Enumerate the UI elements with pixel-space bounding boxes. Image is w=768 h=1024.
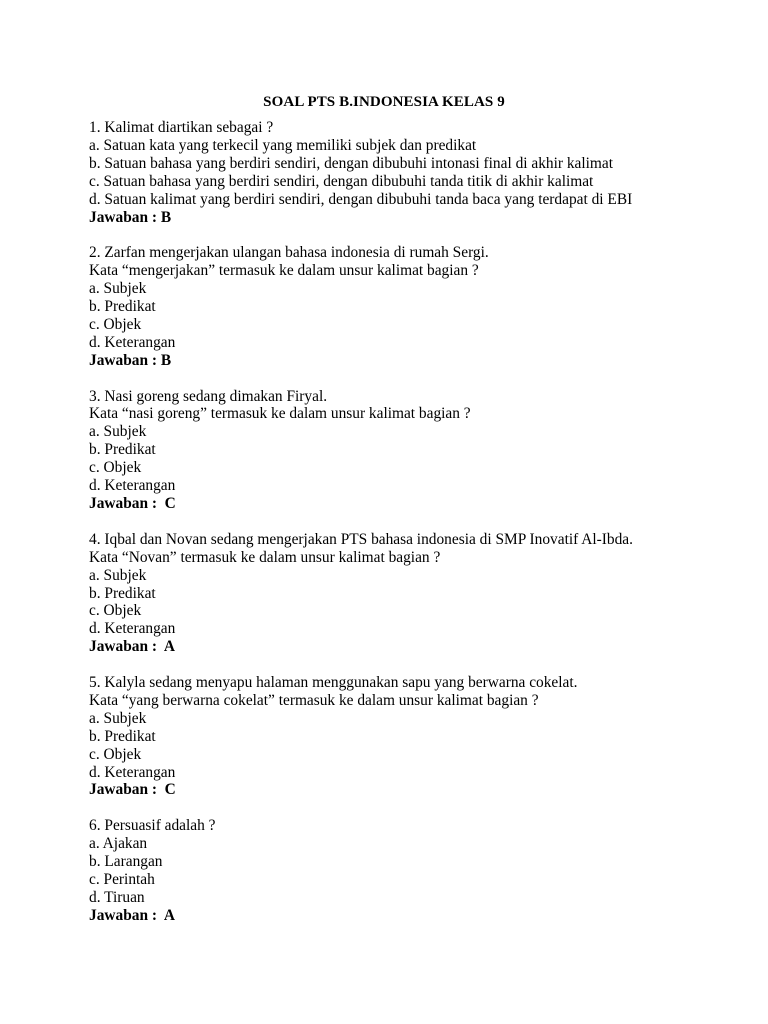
- option-d: d. Tiruan: [89, 888, 145, 906]
- option-b: b. Satuan bahasa yang berdiri sendiri, dengan dibubuhi intonasi final di akhir kalimat: [89, 154, 614, 172]
- option-d: d. Keterangan: [89, 620, 176, 638]
- option-a: a. Subjek: [89, 709, 147, 727]
- answer-key: Jawaban : C: [89, 495, 176, 512]
- document-title: SOAL PTS B.INDONESIA KELAS 9: [263, 94, 505, 110]
- option-c: c. Satuan bahasa yang berdiri sendiri, dengan dibubuhi tanda titik di akhir kalimat: [89, 172, 594, 190]
- question-text: 4. Iqbal dan Novan sedang mengerjakan PTS bahasa indonesia di SMP Inovatif Al-Ibda.: [89, 530, 633, 548]
- option-b: b. Predikat: [89, 441, 156, 459]
- option-c: c. Objek: [89, 745, 142, 763]
- question-1: [89, 119, 749, 226]
- question-text: 1. Kalimat diartikan sebagai ?: [89, 119, 274, 136]
- question-prompt: Kata “nasi goreng” termasuk ke dalam unsur kalimat bagian ?: [89, 405, 471, 423]
- option-d: d. Satuan kalimat yang berdiri sendiri, dengan dibubuhi tanda baca yang terdapat di EBI: [89, 190, 633, 208]
- option-c: c. Objek: [89, 315, 142, 333]
- question-text: 6. Persuasif adalah ?: [89, 817, 216, 835]
- option-c: c. Objek: [89, 602, 142, 620]
- question-text: 5. Kalyla sedang menyapu halaman menggunakan sapu yang berwarna cokelat.: [89, 674, 578, 692]
- option-a: a. Ajakan: [89, 835, 148, 853]
- option-b: b. Larangan: [89, 853, 163, 871]
- question-text: 2. Zarfan mengerjakan ulangan bahasa indonesia di rumah Sergi.: [89, 244, 489, 262]
- option-b: b. Predikat: [89, 298, 156, 316]
- answer-key: Jawaban : C: [89, 781, 176, 799]
- question-3: [89, 388, 749, 513]
- question-prompt: Kata “yang berwarna cokelat” termasuk ke dalam unsur kalimat bagian ?: [89, 691, 539, 709]
- option-b: b. Predikat: [89, 727, 156, 745]
- question-list: [89, 119, 749, 943]
- question-4: [89, 531, 749, 656]
- option-b: b. Predikat: [89, 584, 156, 602]
- option-d: d. Keterangan: [89, 763, 176, 781]
- option-c: c. Objek: [89, 459, 142, 477]
- option-d: d. Keterangan: [89, 477, 176, 495]
- question-6: [89, 817, 749, 924]
- question-prompt: Kata “Novan” termasuk ke dalam unsur kalimat bagian ?: [89, 548, 441, 566]
- option-a: a. Subjek: [89, 566, 147, 584]
- option-a: a. Subjek: [89, 423, 147, 441]
- question-5: [89, 674, 749, 799]
- question-prompt: Kata “mengerjakan” termasuk ke dalam unsur kalimat bagian ?: [89, 262, 479, 280]
- option-a: a. Satuan kata yang terkecil yang memiliki subjek dan predikat: [89, 136, 477, 154]
- answer-key: Jawaban : B: [89, 351, 172, 369]
- answer-key: Jawaban : A: [89, 906, 175, 924]
- option-c: c. Perintah: [89, 870, 155, 888]
- answer-key: Jawaban : B: [89, 208, 172, 226]
- option-a: a. Subjek: [89, 280, 147, 298]
- question-2: [89, 244, 749, 369]
- option-d: d. Keterangan: [89, 333, 176, 351]
- answer-key: Jawaban : A: [89, 638, 175, 656]
- question-text: 3. Nasi goreng sedang dimakan Firyal.: [89, 387, 328, 405]
